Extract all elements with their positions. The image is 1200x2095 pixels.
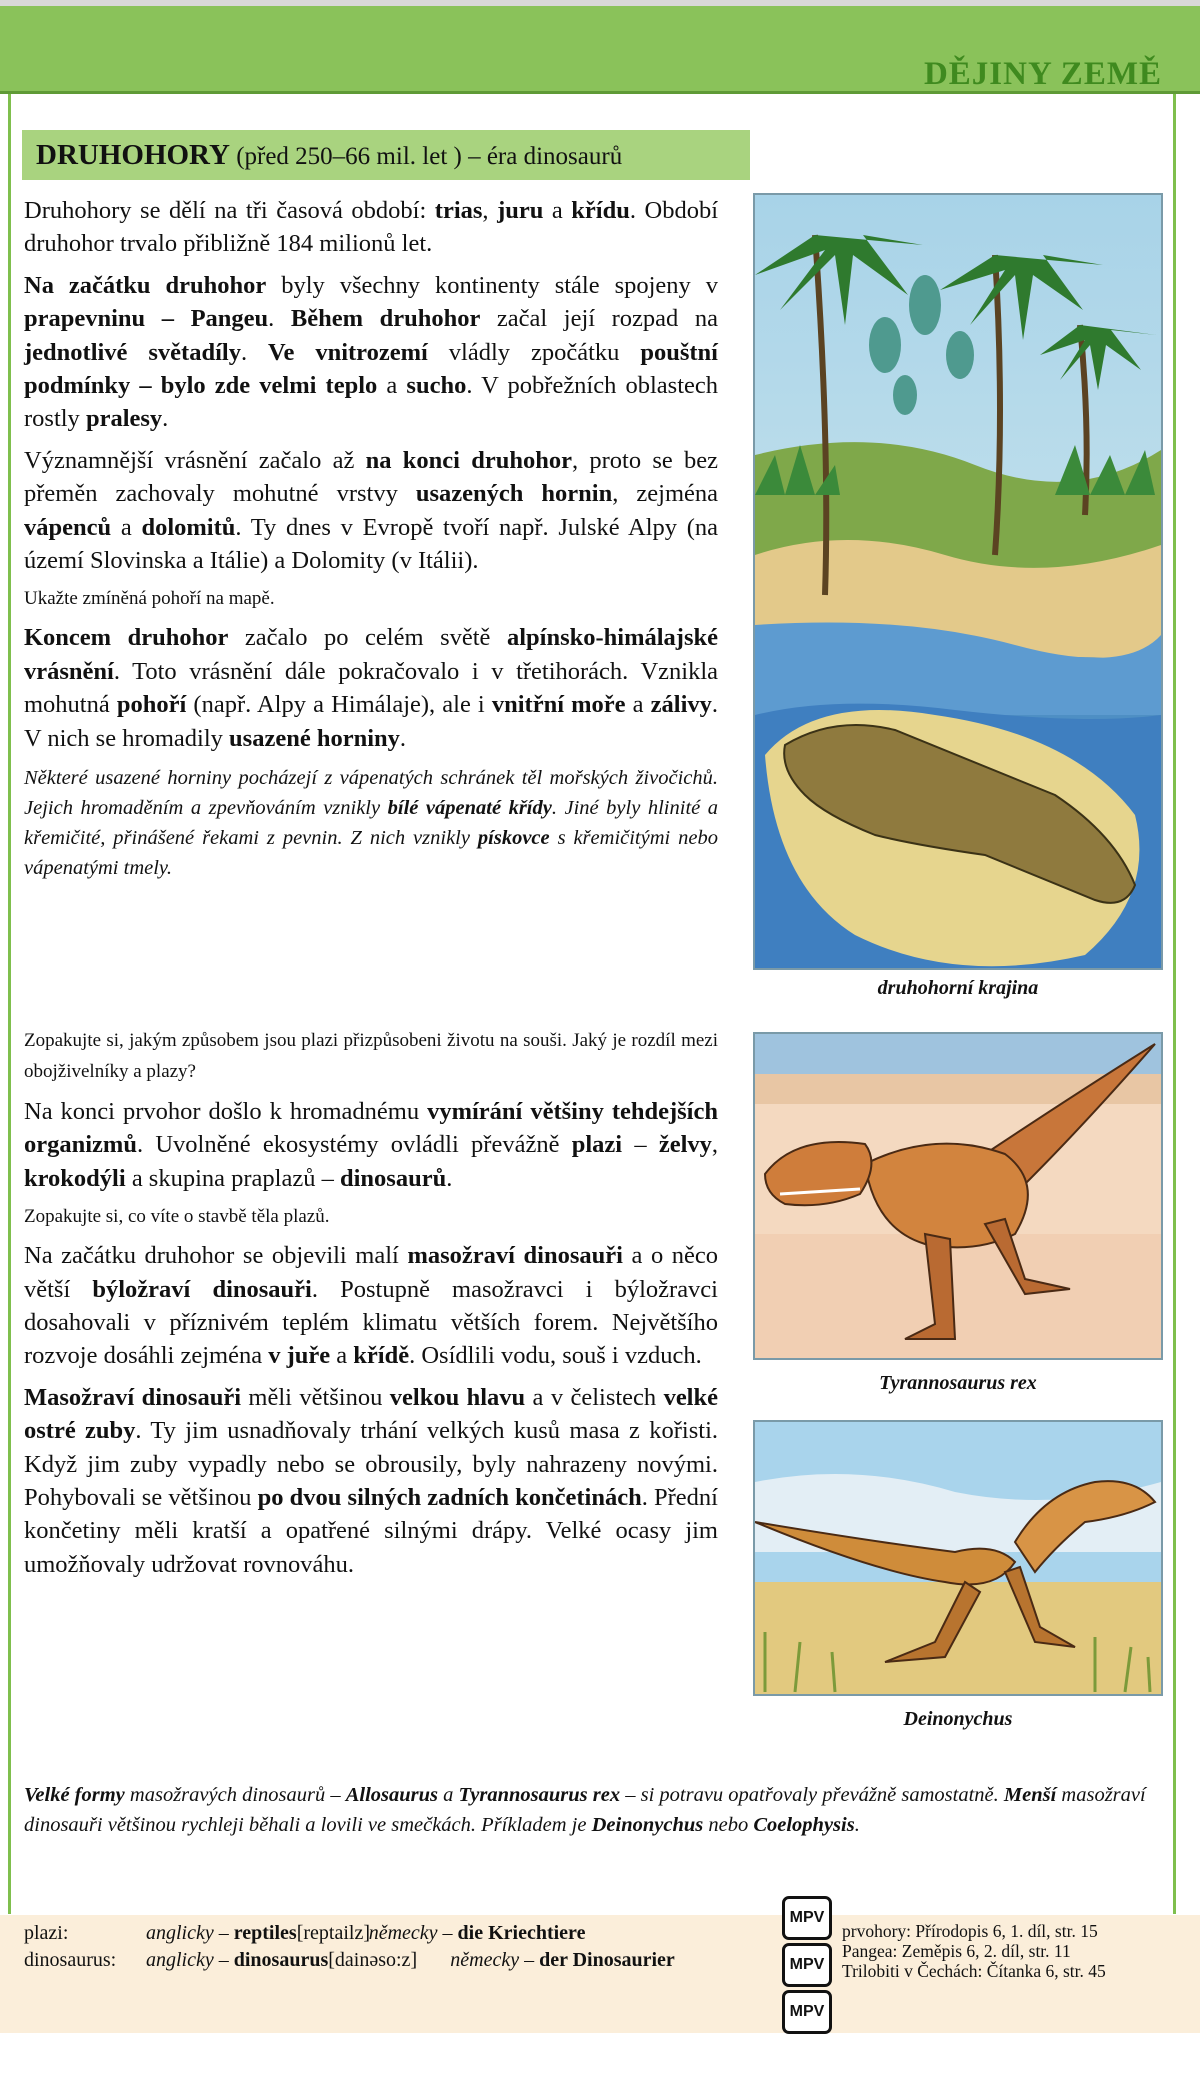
- deinonychus-illustration: [753, 1420, 1163, 1696]
- paragraph: [24, 621, 718, 755]
- chapter-title: DĚJINY ZEMĚ: [923, 56, 1162, 92]
- text-run: . Období druhohor trvalo přibližně 184 milionů let.: [24, 197, 719, 258]
- section-title-box: [22, 130, 750, 180]
- paragraph: [24, 444, 718, 578]
- text-run: začal její rozpad na: [480, 305, 718, 333]
- text-run: s křemičitými nebo vápenatými tmely.: [24, 827, 718, 880]
- vocab-dash: –: [213, 1949, 234, 1971]
- bold-term: křídu: [571, 197, 630, 224]
- bold-term: dolomitů: [141, 513, 236, 541]
- text-run: .: [446, 1164, 453, 1192]
- frame-border-left: [8, 94, 11, 1914]
- text-run: .: [268, 305, 291, 333]
- bold-term: alpínsko-himálajské vrásnění: [24, 624, 718, 685]
- text-run: (např. Alpy a Himálaje), ale i: [186, 691, 492, 719]
- vocab-row: [24, 1949, 675, 1972]
- text-run: Ukažte zmíněná pohoří na mapě.: [24, 588, 275, 610]
- bold-term: Na začátku druhohor: [24, 271, 267, 299]
- vocab-en-label: anglicky: [146, 1949, 214, 1971]
- text-run: a o něco větší: [24, 1242, 719, 1303]
- bold-term: vymírání většiny tehdejších organizmů: [24, 1098, 718, 1159]
- text-run: . Jiné byly hlinité a křemičité, přinášené řekami z pevnin. Z nich vznikly: [24, 797, 719, 850]
- deinonychus-image: [755, 1422, 1161, 1694]
- text-run: ,: [711, 1131, 719, 1159]
- text-run: .: [240, 338, 269, 366]
- italic-note: [24, 763, 718, 883]
- bold-term: křídě: [353, 1342, 410, 1370]
- text-run: a: [377, 372, 407, 400]
- bold-term: trias: [434, 197, 483, 224]
- bold-term: juru: [497, 197, 544, 224]
- text-run: . Ty jim usnadňovaly trhání velkých kusů masa z kořisti. Když jim zuby vypadly nebo se obrousily, byly nahrazeny novými. Pohybovali se většinou: [24, 1417, 718, 1512]
- vocab-pron: [reptailz]: [296, 1922, 370, 1944]
- text-run: masožraví dinosauři většinou rychleji běhali a lovili ve smečkách. Příkladem je: [24, 1784, 1146, 1836]
- bold-term: zálivy: [650, 691, 712, 719]
- bold-term: Koncem druhohor: [24, 624, 229, 652]
- text-run: Na začátku druhohor se objevili malí: [24, 1242, 408, 1270]
- text-run: a: [625, 691, 651, 719]
- task-note: [24, 1025, 718, 1087]
- trex-image: [755, 1034, 1161, 1358]
- bold-term: usazené horniny: [229, 724, 400, 752]
- bold-term: v juře: [268, 1342, 331, 1370]
- text-run: a: [111, 513, 142, 541]
- bold-term: Deinonychus: [591, 1814, 704, 1836]
- bold-term: jednotlivé světadíly: [24, 338, 241, 366]
- text-run: vládly zpočátku: [427, 338, 641, 366]
- bold-term: Coelophysis: [753, 1814, 855, 1836]
- text-run: Na konci prvohor došlo k hromadnému: [24, 1098, 428, 1125]
- cross-references: [842, 1921, 1106, 1981]
- bold-term: prapevninu – Pangeu: [24, 305, 269, 333]
- text-run: . Toto vrásnění dále pokračovalo i v třetihorách. Vznikla mohutná: [24, 657, 718, 719]
- page-header: [0, 6, 1200, 94]
- bold-term: na konci druhohor: [365, 446, 572, 474]
- bold-term: pouštní podmínky – bylo zde velmi teplo: [24, 338, 718, 400]
- bold-term: po dvou silných zadních končetinách: [257, 1484, 642, 1512]
- bold-term: Velké formy: [24, 1784, 125, 1806]
- paragraph: [24, 194, 718, 261]
- text-run: . Osídlili vodu, souš i vzduch.: [409, 1342, 702, 1370]
- landscape-image: [755, 195, 1161, 968]
- bold-term: vnitřní moře: [491, 691, 626, 719]
- task-note: [24, 585, 718, 613]
- bold-term: velké ostré zuby: [24, 1383, 718, 1445]
- paragraph: [24, 269, 718, 436]
- text-run: a skupina praplazů –: [125, 1164, 340, 1192]
- text-run: .: [854, 1814, 860, 1836]
- bold-term: krokodýli: [24, 1164, 126, 1192]
- text-run: , proto se bez přeměn zachovaly mohutné vrstvy: [24, 446, 719, 508]
- text-run: ,: [482, 197, 498, 224]
- trex-illustration: [753, 1032, 1163, 1360]
- bold-term: pralesy: [85, 405, 163, 433]
- section-title: [36, 139, 622, 172]
- text-run: . Ty dnes v Evropě tvoří např. Julské Alpy (na území Slovinska a Itálie) a Dolomity (v Itálii).: [24, 513, 719, 575]
- bold-term: býložraví dinosauři: [92, 1275, 312, 1303]
- vocab-pron: [dainəso:z]: [328, 1949, 418, 1971]
- text-run: –: [622, 1131, 659, 1159]
- trex-caption: Tyrannosaurus rex: [879, 1372, 1037, 1394]
- text-column-2: [24, 1025, 718, 1589]
- landscape-illustration: [753, 193, 1163, 970]
- paragraph: [24, 1381, 718, 1581]
- bold-term: bílé vápenaté křídy: [387, 797, 552, 820]
- text-run: . Postupně masožravci i býložravci dosahovali v příznivém teplém klimatu větších forem. Největšího rozvoje dosáhli zejména: [24, 1275, 718, 1370]
- bold-term: Allosaurus: [345, 1784, 439, 1806]
- bold-term: vápenců: [24, 513, 112, 541]
- text-run: masožravých dinosaurů –: [124, 1784, 346, 1806]
- reference-item: prvohory: Přírodopis 6, 1. díl, str. 15: [842, 1921, 1098, 1941]
- vocab-de-word: die Kriechtiere: [457, 1922, 586, 1944]
- vocab-en-word: reptiles: [233, 1922, 297, 1944]
- bold-term: velkou hlavu: [389, 1383, 526, 1411]
- paragraph: [24, 1239, 718, 1373]
- deinonychus-caption: Deinonychus: [903, 1708, 1013, 1730]
- vocab-en-label: anglicky: [146, 1922, 214, 1944]
- text-run: . V nich se hromadily: [24, 691, 719, 752]
- text-run: . Uvolněné ekosystémy ovládli převážně: [136, 1131, 572, 1159]
- bold-term: Tyrannosaurus rex: [458, 1784, 621, 1806]
- text-run: .: [399, 724, 407, 752]
- text-run: Některé usazené horniny pocházejí z vápenatých schránek těl mořských živočichů. Jejich hromaděním a zpevňováním vznikly: [24, 767, 718, 820]
- reference-item: Pangea: Zeměpis 6, 2. díl, str. 11: [842, 1941, 1071, 1961]
- bottom-note: [24, 1780, 1166, 1840]
- vocab-de-label: německy: [450, 1949, 520, 1971]
- bold-term: želvy: [658, 1131, 712, 1159]
- task-note: [24, 1203, 718, 1231]
- vocab-dash: –: [437, 1922, 458, 1944]
- text-run: nebo: [703, 1814, 754, 1836]
- text-run: a: [438, 1784, 459, 1806]
- text-run: Zopakujte si, co víte o stavbě těla plazů.: [24, 1206, 330, 1228]
- bold-term: Během druhohor: [290, 305, 481, 333]
- paragraph: [24, 1095, 718, 1195]
- text-run: a: [330, 1342, 354, 1370]
- section-title-strong: DRUHOHORY: [36, 139, 230, 171]
- mpv-badge: MPV: [782, 1896, 832, 1940]
- bold-term: masožraví dinosauři: [407, 1242, 623, 1270]
- vocab-dash: –: [519, 1949, 540, 1971]
- bold-term: sucho: [406, 372, 467, 400]
- text-run: byly všechny kontinenty stále spojeny v: [266, 271, 718, 299]
- text-run: . Přední končetiny měli kratší a opatřené silnými drápy. Velké ocasy jim umožňovaly udržovat rovnováhu.: [24, 1484, 718, 1578]
- text-column-1: [24, 194, 718, 891]
- text-run: . V pobřežních oblastech rostly: [24, 372, 719, 433]
- bold-term: Menší: [1003, 1784, 1057, 1806]
- reference-item: Trilobiti v Čechách: Čítanka 6, str. 45: [842, 1961, 1106, 1981]
- bold-term: dinosaurů: [340, 1164, 447, 1192]
- vocab-term: plazi:: [24, 1922, 69, 1944]
- bold-term: Masožraví dinosauři: [24, 1383, 242, 1411]
- landscape-caption: druhohorní krajina: [877, 977, 1039, 999]
- vocab-dash: –: [213, 1922, 234, 1944]
- section-title-rest: (před 250–66 mil. let ) – éra dinosaurů: [229, 143, 623, 170]
- text-run: Zopakujte si, jakým způsobem jsou plazi přizpůsobeni životu na souši. Jaký je rozdíl mezi obojživelníky a plazy?: [24, 1030, 718, 1082]
- text-run: Významnější vrásnění začalo až: [24, 446, 366, 474]
- bold-term: pohoří: [116, 691, 187, 719]
- vocab-term: dinosaurus:: [24, 1949, 117, 1971]
- mpv-badge: MPV: [782, 1990, 832, 2034]
- text-run: a: [543, 197, 572, 224]
- vocab-en-word: dinosaurus: [233, 1949, 329, 1971]
- vocab-de-label: německy: [368, 1922, 438, 1944]
- text-run: , zejména: [612, 480, 718, 508]
- bold-term: usazených hornin: [415, 480, 613, 508]
- vocab-de-word: der Dinosaurier: [539, 1949, 675, 1971]
- vocab-row: [24, 1922, 585, 1945]
- bold-term: Ve vnitrozemí: [268, 338, 428, 366]
- text-run: začalo po celém světě: [228, 624, 507, 652]
- text-run: – si potravu opatřovaly převážně samostatně.: [620, 1784, 1004, 1806]
- bold-term: plazi: [571, 1131, 623, 1159]
- frame-border-right: [1173, 94, 1176, 1914]
- mpv-badge: MPV: [782, 1943, 832, 1987]
- text-run: .: [162, 405, 169, 433]
- text-run: a v čelistech: [525, 1383, 664, 1411]
- text-run: Druhohory se dělí na tři časová období:: [24, 197, 435, 224]
- bold-term: pískovce: [477, 827, 550, 850]
- text-run: měli většinou: [241, 1383, 390, 1411]
